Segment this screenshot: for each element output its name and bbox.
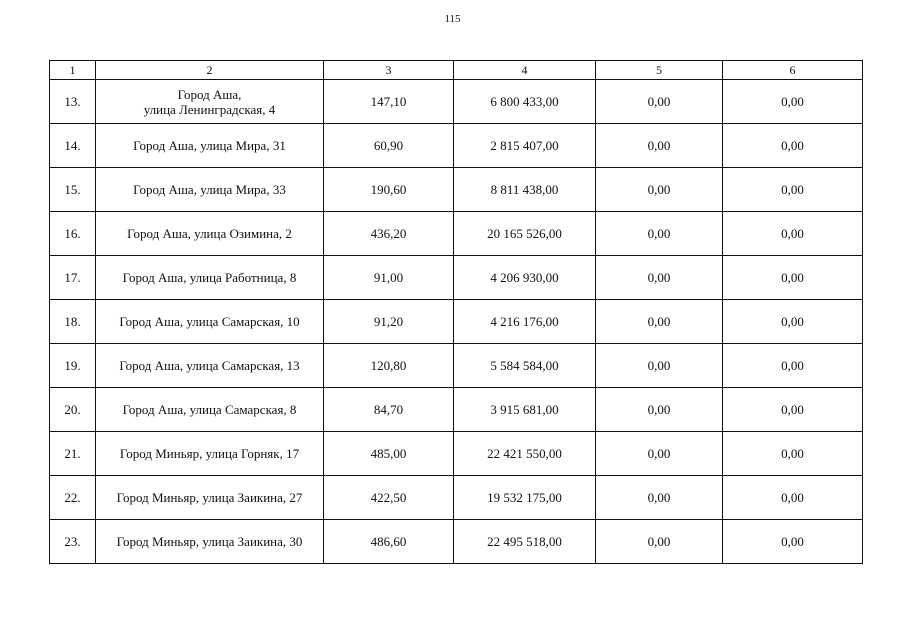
- column-6-value-cell: 0,00: [723, 344, 863, 388]
- column-5-value-cell: 0,00: [596, 212, 723, 256]
- table-row: [50, 388, 863, 432]
- table-row: [50, 256, 863, 300]
- address-line: Город Аша, улица Мира, 33: [133, 182, 286, 197]
- column-3-value-cell: 436,20: [324, 212, 454, 256]
- column-3-value-cell: 485,00: [324, 432, 454, 476]
- column-3-value-cell: 486,60: [324, 520, 454, 564]
- row-number-cell: 20.: [50, 388, 96, 432]
- table-row: [50, 344, 863, 388]
- table-row: [50, 124, 863, 168]
- column-6-value-cell: 0,00: [723, 212, 863, 256]
- column-5-value-cell: 0,00: [596, 168, 723, 212]
- table-row: [50, 300, 863, 344]
- column-6-value-cell: 0,00: [723, 256, 863, 300]
- address-line: Город Миньяр, улица Горняк, 17: [119, 446, 300, 461]
- column-5-value-cell: 0,00: [596, 344, 723, 388]
- column-6-value-cell: 0,00: [723, 168, 863, 212]
- address-line: Город Аша, улица Работница, 8: [122, 270, 297, 285]
- column-4-value-cell: 4 216 176,00: [454, 300, 596, 344]
- column-6-value-cell: 0,00: [723, 80, 863, 124]
- column-4-value-cell: 20 165 526,00: [454, 212, 596, 256]
- row-number-cell: 22.: [50, 476, 96, 520]
- column-5-value-cell: 0,00: [596, 80, 723, 124]
- column-3-value-cell: 422,50: [324, 476, 454, 520]
- property-table: [49, 60, 863, 564]
- table-row: [50, 432, 863, 476]
- address-cell: [96, 520, 324, 564]
- row-number-cell: 13.: [50, 80, 96, 124]
- table-body: [50, 61, 863, 564]
- column-4-value-cell: 22 421 550,00: [454, 432, 596, 476]
- row-number-cell: 17.: [50, 256, 96, 300]
- column-5-value-cell: 0,00: [596, 388, 723, 432]
- column-4-value-cell: 19 532 175,00: [454, 476, 596, 520]
- address-line: улица Ленинградская, 4: [143, 101, 276, 117]
- column-number-row: [50, 61, 863, 80]
- column-header-6: 6: [723, 61, 863, 80]
- address-line: Город Аша, улица Мира, 31: [133, 138, 286, 153]
- address-cell: [96, 80, 324, 124]
- column-6-value-cell: 0,00: [723, 300, 863, 344]
- column-3-value-cell: 120,80: [324, 344, 454, 388]
- row-number-cell: 14.: [50, 124, 96, 168]
- address-cell: [96, 432, 324, 476]
- address-line: Город Миньяр, улица Заикина, 27: [116, 490, 303, 505]
- column-3-value-cell: 147,10: [324, 80, 454, 124]
- address-line: Город Аша, улица Самарская, 10: [119, 314, 300, 329]
- address-cell: [96, 124, 324, 168]
- address-line: Город Аша,: [177, 86, 242, 102]
- column-header-4: 4: [454, 61, 596, 80]
- address-cell: [96, 300, 324, 344]
- column-4-value-cell: 6 800 433,00: [454, 80, 596, 124]
- column-4-value-cell: 22 495 518,00: [454, 520, 596, 564]
- column-6-value-cell: 0,00: [723, 432, 863, 476]
- row-number-cell: 16.: [50, 212, 96, 256]
- column-5-value-cell: 0,00: [596, 124, 723, 168]
- address-line: Город Миньяр, улица Заикина, 30: [116, 534, 303, 549]
- address-line: Город Аша, улица Озимина, 2: [127, 226, 292, 241]
- column-5-value-cell: 0,00: [596, 256, 723, 300]
- address-cell: [96, 344, 324, 388]
- row-number-cell: 23.: [50, 520, 96, 564]
- table-row: [50, 476, 863, 520]
- column-4-value-cell: 3 915 681,00: [454, 388, 596, 432]
- address-cell: [96, 256, 324, 300]
- row-number-cell: 19.: [50, 344, 96, 388]
- address-cell: [96, 388, 324, 432]
- column-header-2: 2: [96, 61, 324, 80]
- column-5-value-cell: 0,00: [596, 476, 723, 520]
- row-number-cell: 21.: [50, 432, 96, 476]
- address-cell: [96, 168, 324, 212]
- column-6-value-cell: 0,00: [723, 476, 863, 520]
- table-row: [50, 212, 863, 256]
- column-5-value-cell: 0,00: [596, 520, 723, 564]
- column-4-value-cell: 5 584 584,00: [454, 344, 596, 388]
- column-6-value-cell: 0,00: [723, 124, 863, 168]
- column-4-value-cell: 4 206 930,00: [454, 256, 596, 300]
- column-4-value-cell: 8 811 438,00: [454, 168, 596, 212]
- address-cell: [96, 212, 324, 256]
- column-3-value-cell: 91,00: [324, 256, 454, 300]
- column-6-value-cell: 0,00: [723, 388, 863, 432]
- column-6-value-cell: 0,00: [723, 520, 863, 564]
- column-header-5: 5: [596, 61, 723, 80]
- address-line: Город Аша, улица Самарская, 8: [122, 402, 297, 417]
- column-5-value-cell: 0,00: [596, 432, 723, 476]
- column-header-3: 3: [324, 61, 454, 80]
- column-header-1: 1: [50, 61, 96, 80]
- address-cell: [96, 476, 324, 520]
- column-3-value-cell: 60,90: [324, 124, 454, 168]
- row-number-cell: 18.: [50, 300, 96, 344]
- page-number: 115: [444, 13, 461, 25]
- row-number-cell: 15.: [50, 168, 96, 212]
- column-5-value-cell: 0,00: [596, 300, 723, 344]
- address-line: Город Аша, улица Самарская, 13: [119, 358, 300, 373]
- column-3-value-cell: 91,20: [324, 300, 454, 344]
- table-row: [50, 520, 863, 564]
- table-row: [50, 168, 863, 212]
- property-table-container: [49, 60, 863, 564]
- column-3-value-cell: 190,60: [324, 168, 454, 212]
- table-row: [50, 80, 863, 124]
- column-4-value-cell: 2 815 407,00: [454, 124, 596, 168]
- column-3-value-cell: 84,70: [324, 388, 454, 432]
